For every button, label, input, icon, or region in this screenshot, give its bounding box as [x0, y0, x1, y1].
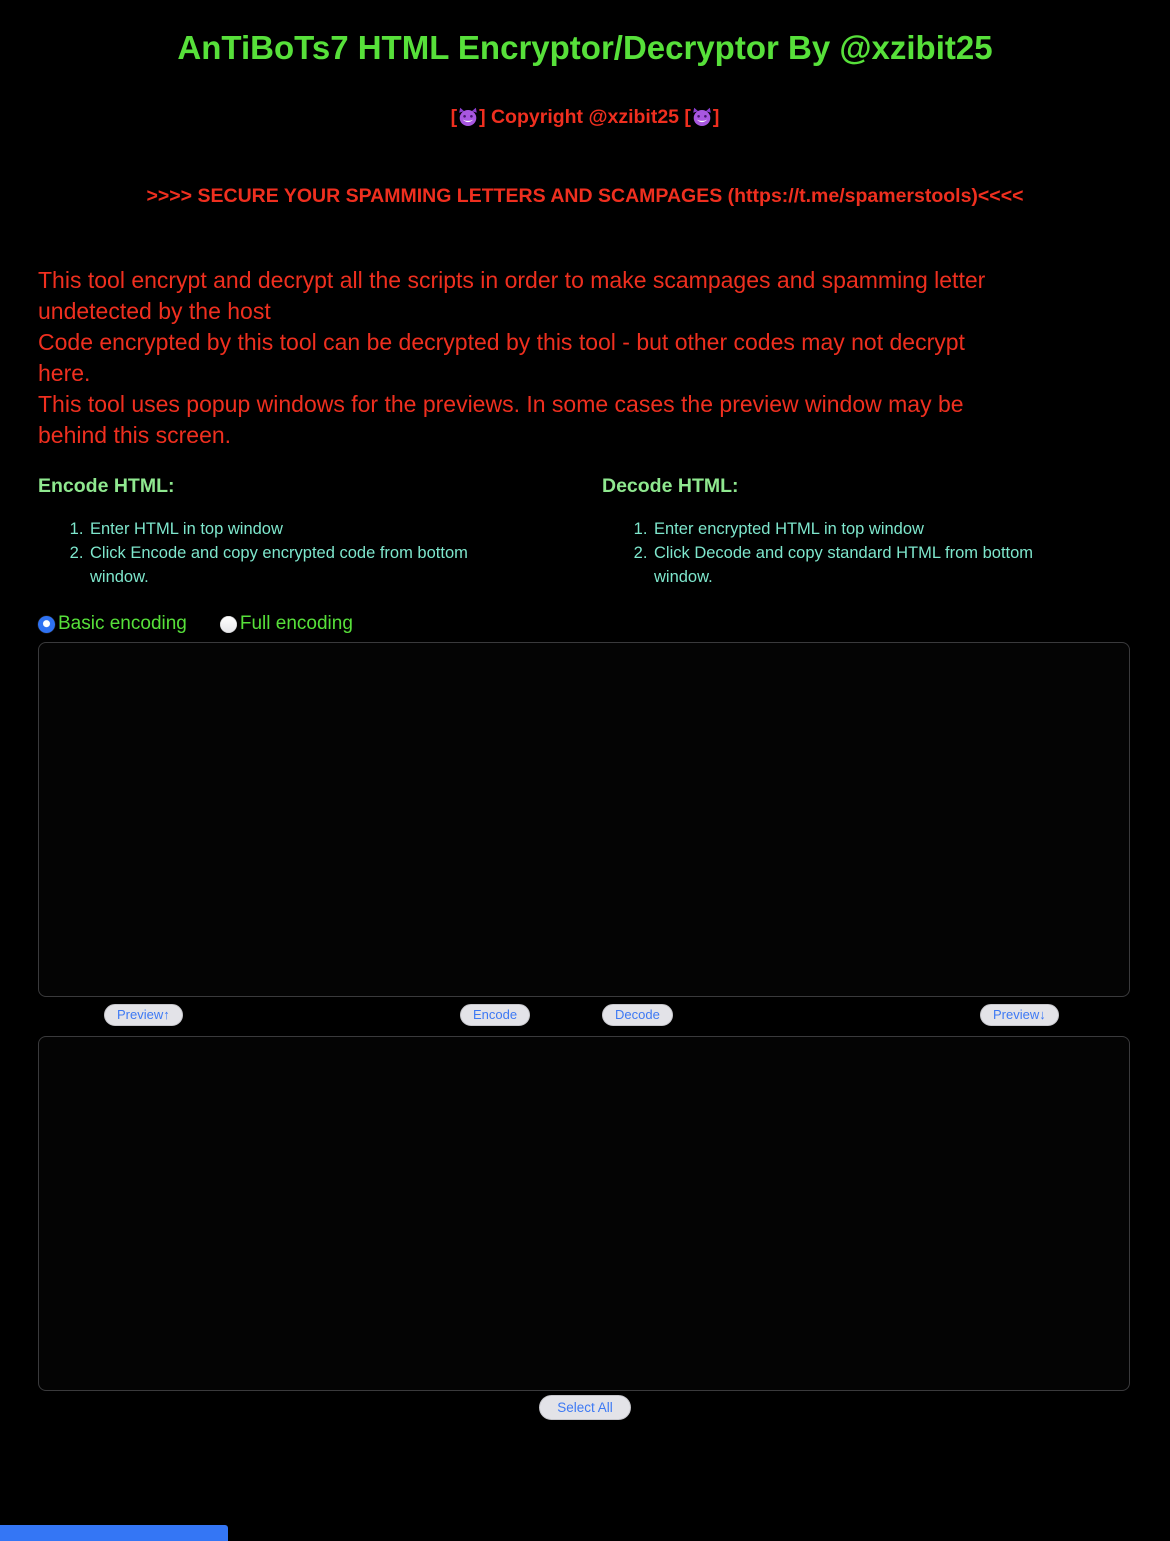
encode-instructions — [38, 476, 602, 589]
decode-button[interactable]: Decode — [602, 1004, 673, 1026]
encode-step: 2. Click Encode and copy encrypted code from bottom window. — [88, 541, 528, 589]
select-all-button[interactable]: Select All — [539, 1395, 631, 1420]
decode-steps-list — [602, 517, 1092, 589]
preview-down-button[interactable]: Preview↓ — [980, 1004, 1059, 1026]
bottom-blue-bar — [0, 1525, 228, 1541]
radio-full-control[interactable] — [220, 616, 237, 633]
intro-text — [38, 265, 1135, 451]
devil-emoji-icon — [692, 107, 712, 133]
copyright-open-bracket: [ — [450, 106, 458, 128]
action-buttons-row — [0, 1004, 1170, 1026]
decode-step: 2. Click Decode and copy standard HTML from bottom window. — [652, 541, 1092, 589]
preview-up-button[interactable]: Preview↑ — [104, 1004, 183, 1026]
top-editor-textarea[interactable] — [38, 642, 1130, 997]
decode-instructions — [602, 476, 1170, 589]
instructions-columns — [0, 476, 1170, 589]
radio-basic-control[interactable] — [38, 616, 55, 633]
encode-step: 1. Enter HTML in top window — [88, 517, 528, 541]
copyright-close-bracket: ] — [712, 106, 720, 128]
page-title: AnTiBoTs7 HTML Encryptor/Decryptor By @xzibit25 — [177, 29, 993, 66]
radio-full-label[interactable]: Full encoding — [239, 613, 353, 634]
intro-line: This tool uses popup windows for the previews. In some cases the preview window may be — [38, 391, 964, 417]
encode-steps-list — [38, 517, 528, 589]
devil-emoji-icon — [458, 107, 478, 133]
intro-line: Code encrypted by this tool can be decrypted by this tool - but other codes may not decrypt — [38, 329, 965, 355]
encoding-options-row — [0, 613, 1170, 635]
copyright-text: ] Copyright @xzibit25 [ — [479, 106, 691, 128]
decode-step: 1. Enter encrypted HTML in top window — [652, 517, 1092, 541]
decode-heading: Decode HTML: — [602, 475, 739, 497]
intro-line: behind this screen. — [38, 422, 232, 448]
copyright-line — [0, 106, 1170, 133]
radio-basic-label[interactable]: Basic encoding — [58, 613, 187, 634]
secure-banner: >>>> SECURE YOUR SPAMMING LETTERS AND SCAMPAGES (https://t.me/spamerstools)<<<< — [146, 185, 1024, 207]
intro-line: This tool encrypt and decrypt all the scripts in order to make scampages and spamming letter — [38, 267, 986, 293]
select-all-row — [0, 1395, 1170, 1420]
intro-line: undetected by the host — [38, 298, 271, 324]
encode-button[interactable]: Encode — [460, 1004, 530, 1026]
radio-option-basic-encoding[interactable] — [38, 613, 187, 635]
radio-option-full-encoding[interactable] — [220, 613, 353, 635]
bottom-editor-textarea[interactable] — [38, 1036, 1130, 1391]
encode-heading: Encode HTML: — [38, 475, 175, 497]
intro-line: here. — [38, 360, 91, 386]
